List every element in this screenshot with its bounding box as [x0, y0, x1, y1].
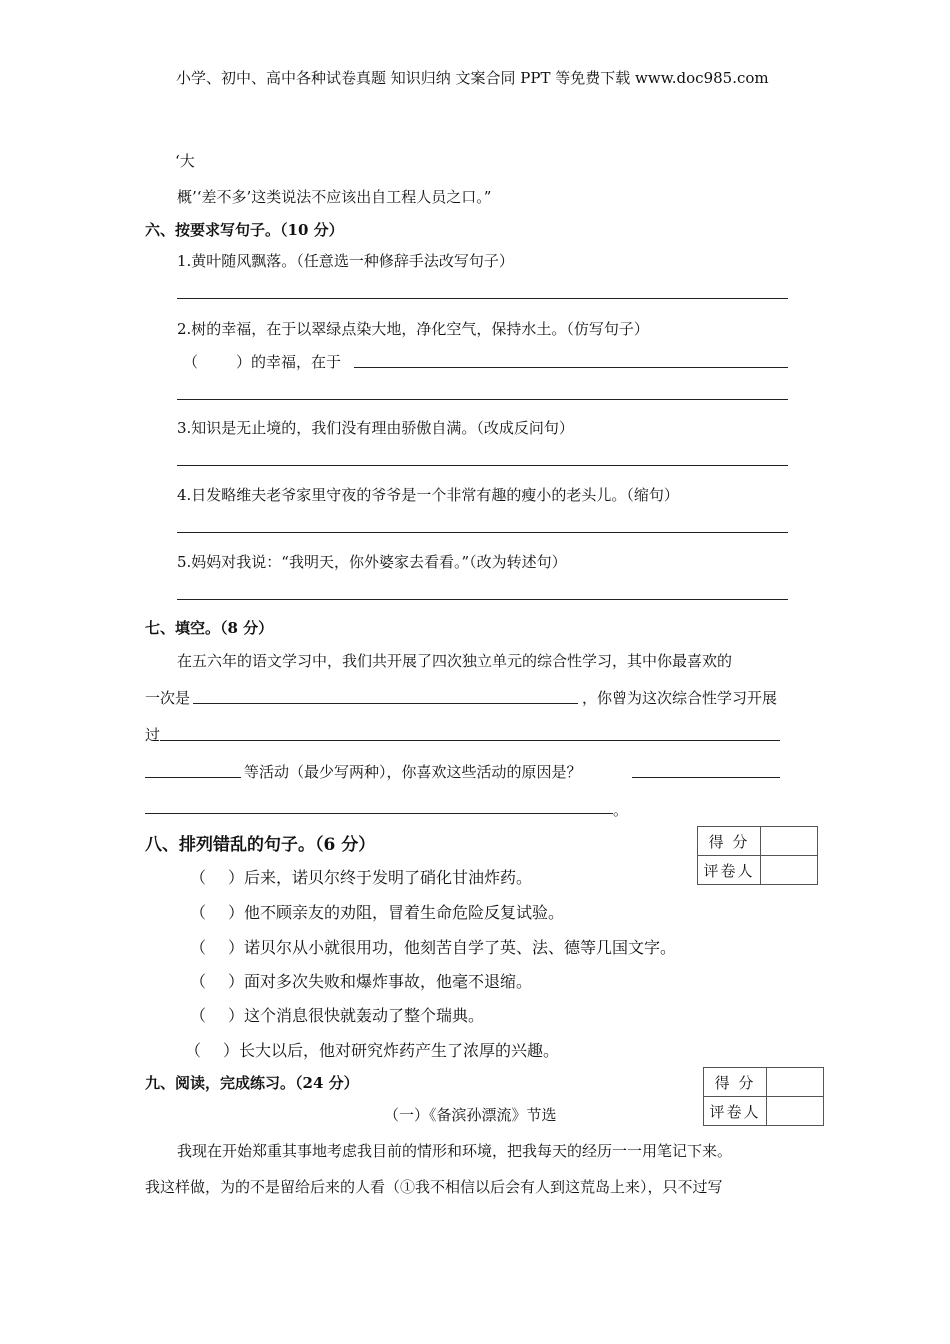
- section6-q3: 3.知识是无止境的，我们没有理由骄傲自满。（改成反问句）: [177, 419, 574, 437]
- section7-line4: 等活动（最少写两种），你喜欢这些活动的原因是？: [244, 763, 582, 781]
- section6-q2: 2.树的幸福，在于以翠绿点染大地，净化空气，保持水土。（仿写句子）: [177, 320, 649, 338]
- section6-q5: 5.妈妈对我说：“我明天，你外婆家去看看。”（改为转述句）: [177, 553, 567, 571]
- order-bracket-open: （: [190, 1006, 207, 1025]
- section7-end-mark: 。: [613, 801, 629, 819]
- order-item-text: 后来，诺贝尔终于发明了硝化甘油炸药。: [244, 868, 533, 887]
- order-item-6: [185, 1038, 559, 1061]
- order-item-text: 诺贝尔从小就很用功，他刻苦自学了英、法、德等几国文字。: [244, 938, 677, 957]
- order-bracket-close: ）: [228, 903, 245, 922]
- reading-subtitle: （一）《备滨孙漂流》节选: [384, 1106, 557, 1124]
- reading-para-1: 我现在开始郑重其事地考虑我目前的情形和环境，把我每天的经历一一用笔记下来。: [177, 1142, 733, 1160]
- section8-title: 八、排列错乱的句子。（6 分）: [145, 835, 376, 855]
- grader-cell[interactable]: [761, 856, 818, 885]
- section6-q1: 1.黄叶随风飘落。（任意选一种修辞手法改写句子）: [177, 252, 514, 270]
- score-label: 得 分: [704, 1068, 767, 1097]
- order-bracket-close: ）: [228, 972, 245, 991]
- grader-cell[interactable]: [767, 1097, 824, 1126]
- section6-q4: 4.日发略维夫老爷家里守夜的爷爷是一个非常有趣的瘦小的老头儿。（缩句）: [177, 486, 679, 504]
- fill-line-favorite[interactable]: [193, 703, 578, 704]
- section9-score-table: [703, 1067, 824, 1126]
- order-bracket-close: ）: [228, 868, 245, 887]
- order-item-1: [190, 865, 532, 888]
- order-bracket-open: （: [190, 868, 207, 887]
- q2-bracket-open: （: [183, 353, 199, 371]
- grader-label: 评卷人: [704, 1097, 767, 1126]
- section6-title: 六、按要求写句子。（10 分）: [145, 221, 344, 239]
- order-bracket-close: ）: [223, 1041, 240, 1060]
- order-item-text: 这个消息很快就轰动了整个瑞典。: [244, 1006, 485, 1025]
- order-bracket-open: （: [185, 1041, 202, 1060]
- answer-line-q4[interactable]: [177, 532, 788, 533]
- order-item-4: [190, 969, 532, 992]
- order-item-2: [190, 900, 564, 923]
- score-cell[interactable]: [767, 1068, 824, 1097]
- order-bracket-open: （: [190, 903, 207, 922]
- section7-title: 七、填空。（8 分）: [145, 619, 274, 637]
- section7-line3: 过: [145, 726, 161, 744]
- fill-line-activities[interactable]: [160, 740, 780, 741]
- section9-title: 九、阅读，完成练习。（24 分）: [145, 1074, 359, 1092]
- grader-label: 评卷人: [698, 856, 761, 885]
- section8-score-table: [697, 826, 818, 885]
- answer-line-q2a[interactable]: [354, 367, 788, 368]
- score-label: 得 分: [698, 827, 761, 856]
- answer-line-q1[interactable]: [177, 298, 788, 299]
- section7-line2-a: 一次是: [145, 689, 191, 707]
- order-item-3: [190, 935, 676, 958]
- fill-line-reason[interactable]: [632, 777, 780, 778]
- fill-line-reason-2[interactable]: [145, 813, 613, 814]
- reading-para-2: 我这样做，为的不是留给后来的人看（①我不相信以后会有人到这荒岛上来），只不过写: [145, 1178, 723, 1196]
- order-bracket-open: （: [190, 938, 207, 957]
- answer-line-q2b[interactable]: [177, 399, 788, 400]
- order-bracket-close: ）: [228, 938, 245, 957]
- page-header: 小学、初中、高中各种试卷真题 知识归纳 文案合同 PPT 等免费下载 www.doc985.com: [176, 69, 769, 87]
- order-item-text: 长大以后，他对研究炸药产生了浓厚的兴趣。: [239, 1041, 560, 1060]
- order-bracket-open: （: [190, 972, 207, 991]
- quote-line-1: ‘大: [175, 152, 195, 170]
- order-item-5: [190, 1003, 484, 1026]
- score-cell[interactable]: [761, 827, 818, 856]
- order-bracket-close: ）: [228, 1006, 245, 1025]
- q2-fill-label: ）的幸福，在于: [236, 353, 342, 371]
- order-item-text: 他不顾亲友的劝阻，冒着生命危险反复试验。: [244, 903, 565, 922]
- section7-line2-b: ，你曾为这次综合性学习开展: [582, 689, 778, 707]
- section7-line1: 在五六年的语文学习中，我们共开展了四次独立单元的综合性学习，其中你最喜欢的: [177, 652, 733, 670]
- answer-line-q3[interactable]: [177, 465, 788, 466]
- quote-line-2: 概’‘差不多’这类说法不应该出自工程人员之口。”: [177, 188, 492, 206]
- answer-line-q5[interactable]: [177, 599, 788, 600]
- fill-line-activities-2[interactable]: [145, 777, 241, 778]
- order-item-text: 面对多次失败和爆炸事故，他毫不退缩。: [244, 972, 533, 991]
